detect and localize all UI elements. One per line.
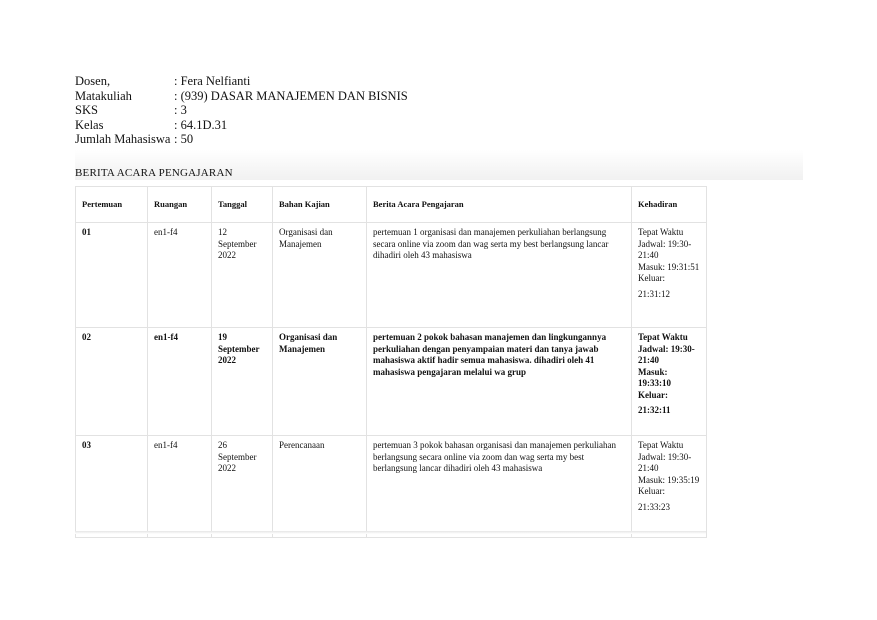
kehadiran-status: Tepat Waktu (638, 227, 684, 237)
header-berita-acara: Berita Acara Pengajaran (367, 187, 632, 223)
header-pertemuan: Pertemuan (76, 187, 148, 223)
header-ruangan: Ruangan (148, 187, 212, 223)
cell-pertemuan: 02 (76, 328, 148, 436)
cell-tanggal: 19 September 2022 (212, 328, 273, 436)
sks-label: SKS (75, 103, 98, 117)
jumlah-label: Jumlah Mahasiswa (75, 132, 171, 146)
cell-berita-acara: pertemuan 2 pokok bahasan manajemen dan lingkungannya perkuliahan dengan penyampaian materi dan tanya jawab mahasiswa aktif hadir semua mahasiswa. dihadiri oleh 41 mahasiswa pengajaran melalui wa grup (367, 328, 632, 436)
kehadiran-jadwal: Jadwal: 19:30-21:40 (638, 451, 692, 473)
table-bottom-shadow (75, 531, 706, 534)
jumlah-value: : 50 (174, 132, 194, 146)
kehadiran-status: Tepat Waktu (638, 440, 684, 450)
sks-value: : 3 (174, 103, 187, 117)
dosen-label: Dosen, (75, 74, 111, 88)
cell-berita-acara: pertemuan 3 pokok bahasan organisasi dan manajemen perkuliahan berlangsung secara online via zoom dan wag serta my best berlangsung lancar dihadiri oleh 43 mahasiswa (367, 436, 632, 538)
cell-berita-acara: pertemuan 1 organisasi dan manajemen perkuliahan berlangsung secara online via zoom dan wag serta my best berlangsung lancar dihadiri oleh 43 mahasiswa (367, 223, 632, 328)
cell-ruangan: en1-f4 (148, 223, 212, 328)
info-row-kelas (75, 118, 408, 133)
kehadiran-keluar-label: Keluar: (638, 389, 668, 400)
cell-ruangan: en1-f4 (148, 328, 212, 436)
dosen-value: : Fera Nelfianti (174, 74, 251, 88)
kehadiran-masuk: Masuk: 19:33:10 (638, 366, 671, 388)
kelas-label: Kelas (75, 117, 104, 132)
kehadiran-masuk: Masuk: 19:31:51 (638, 261, 700, 272)
info-row-sks (75, 103, 408, 118)
cell-bahan-kajian: Organisasi dan Manajemen (273, 223, 367, 328)
kelas-value: : 64.1D.31 (174, 117, 228, 132)
cell-pertemuan: 01 (76, 223, 148, 328)
kehadiran-status: Tepat Waktu (638, 332, 688, 342)
cell-bahan-kajian: Perencanaan (273, 436, 367, 538)
section-title: BERITA ACARA PENGAJARAN (75, 167, 233, 179)
kehadiran-jadwal: Jadwal: 19:30-21:40 (638, 343, 695, 365)
matakuliah-value: : (939) DASAR MANAJEMEN DAN BISNIS (174, 88, 408, 103)
cell-pertemuan: 03 (76, 436, 148, 538)
berita-acara-table (75, 186, 707, 538)
header-kehadiran: Kehadiran (632, 187, 707, 223)
cell-tanggal: 26 September 2022 (212, 436, 273, 538)
table-row (76, 436, 707, 538)
cell-kehadiran (632, 328, 707, 436)
cell-kehadiran (632, 436, 707, 538)
info-row-matakuliah (75, 89, 408, 104)
header-tanggal: Tanggal (212, 187, 273, 223)
cell-bahan-kajian: Organisasi dan Manajemen (273, 328, 367, 436)
info-row-dosen (75, 74, 408, 89)
table-row (76, 328, 707, 436)
kehadiran-keluar-time: 21:31:12 (638, 288, 671, 299)
course-info (75, 74, 408, 147)
kehadiran-keluar-time: 21:33:23 (638, 501, 671, 512)
kehadiran-keluar-label: Keluar: (638, 273, 665, 283)
info-row-jumlah (75, 132, 408, 147)
kehadiran-jadwal: Jadwal: 19:30-21:40 (638, 238, 692, 260)
table-row (76, 223, 707, 328)
kehadiran-keluar-label: Keluar: (638, 486, 665, 496)
cell-ruangan: en1-f4 (148, 436, 212, 538)
cell-kehadiran (632, 223, 707, 328)
table-header-row (76, 187, 707, 223)
kehadiran-masuk: Masuk: 19:35:19 (638, 474, 700, 485)
kehadiran-keluar-time: 21:32:11 (638, 405, 671, 415)
matakuliah-label: Matakuliah (75, 88, 132, 103)
header-bahan-kajian: Bahan Kajian (273, 187, 367, 223)
cell-tanggal: 12 September 2022 (212, 223, 273, 328)
